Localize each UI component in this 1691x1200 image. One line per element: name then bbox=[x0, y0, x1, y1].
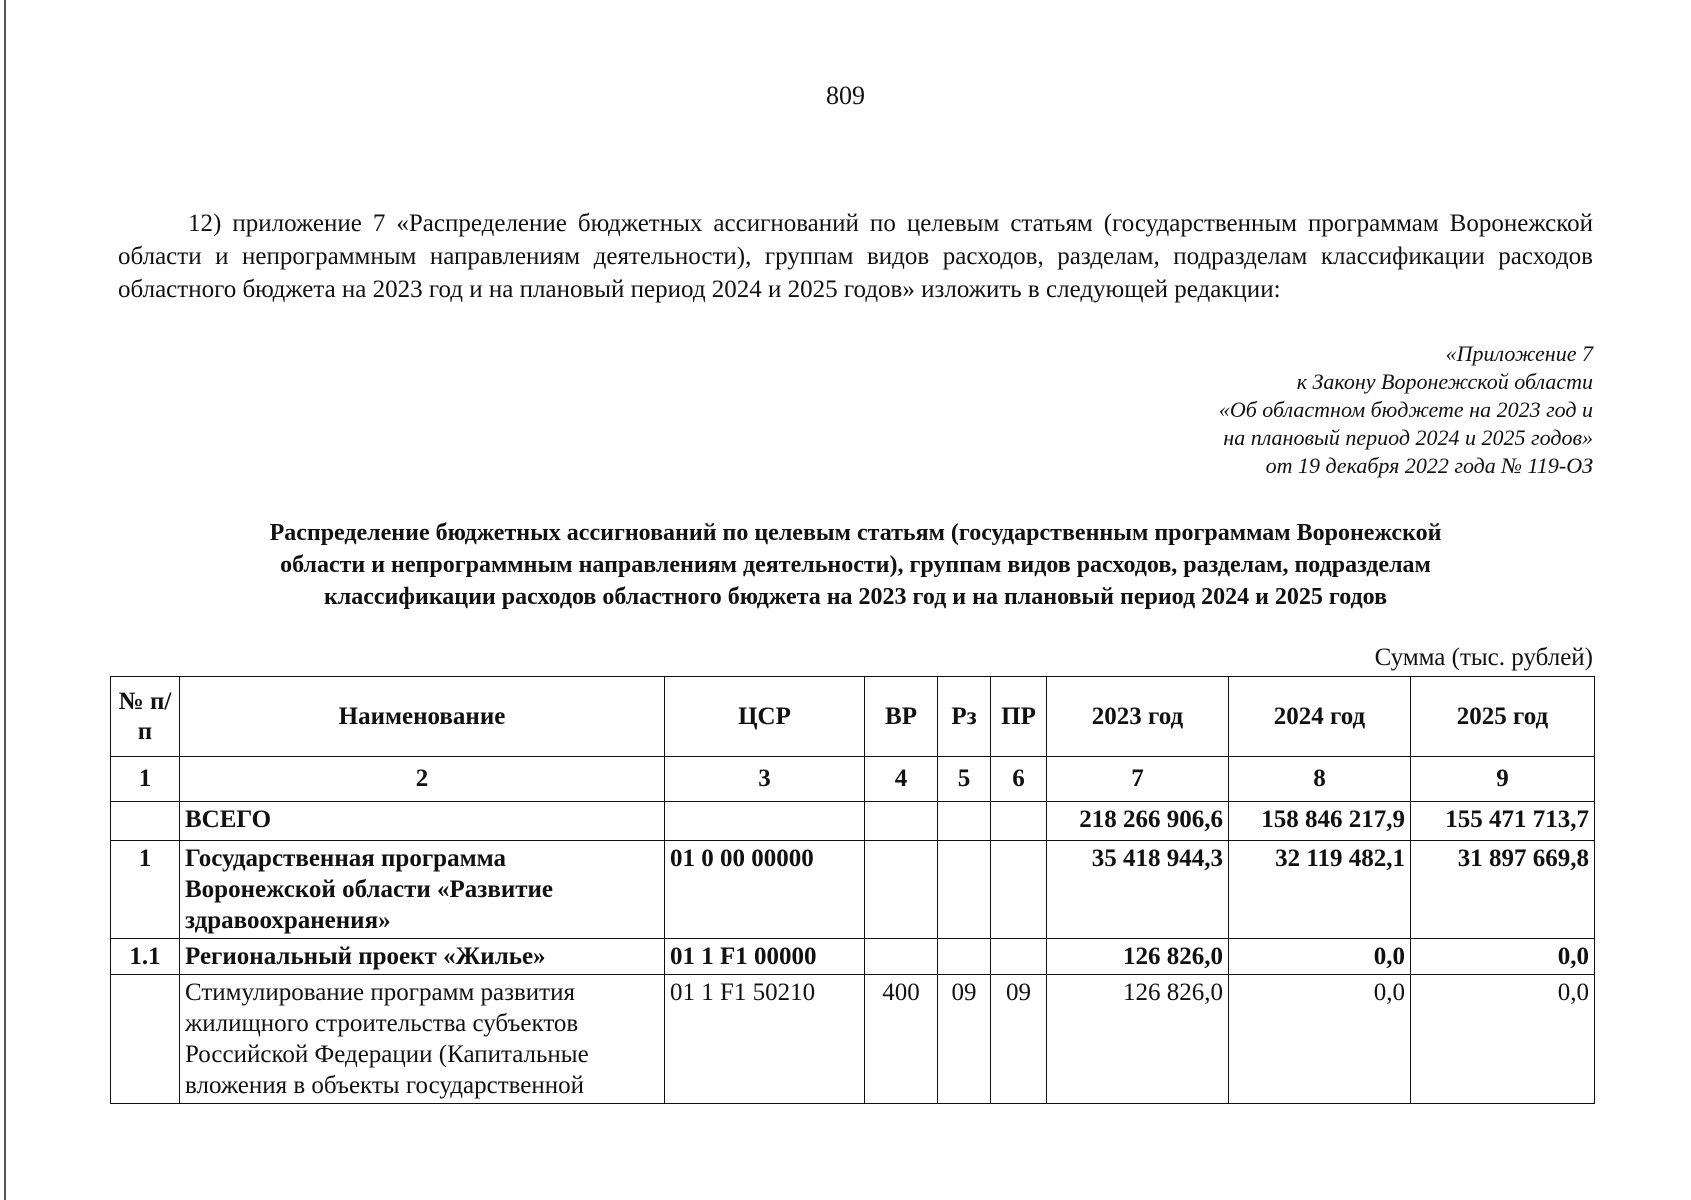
column-number-row bbox=[111, 757, 1595, 802]
row-csr: 01 1 F1 50210 bbox=[665, 975, 865, 1104]
table-row bbox=[111, 975, 1595, 1104]
units-label: Сумма (тыс. рублей) bbox=[1374, 644, 1593, 671]
appendix-note-line: на плановый период 2024 и 2025 годов» bbox=[1223, 425, 1593, 450]
table-header-row bbox=[111, 677, 1595, 757]
document-title-line: классификации расходов областного бюджета на 2023 год и на плановый период 2024 и 2025 годов bbox=[323, 584, 1388, 610]
row-number bbox=[111, 975, 180, 1104]
appendix-note-line: «Приложение 7 bbox=[1445, 341, 1593, 366]
appendix-note-line: от 19 декабря 2022 года № 119-ОЗ bbox=[1265, 453, 1593, 478]
row-amount-2025: 0,0 bbox=[1411, 939, 1595, 975]
row-csr: 01 0 00 00000 bbox=[665, 841, 865, 939]
scan-page-edge bbox=[4, 0, 6, 1200]
row-rz: 09 bbox=[938, 975, 991, 1104]
row-pr bbox=[991, 939, 1047, 975]
row-vr: 400 bbox=[865, 975, 938, 1104]
column-number: 2 bbox=[180, 757, 665, 802]
row-amount-2024: 0,0 bbox=[1229, 975, 1411, 1104]
header-number: № п/п bbox=[111, 677, 180, 757]
row-name: Государственная программа Воронежской области «Развитие здравоохранения» bbox=[180, 841, 665, 939]
row-number bbox=[111, 802, 180, 841]
row-amount-2023: 35 418 944,3 bbox=[1047, 841, 1229, 939]
appendix-note bbox=[1219, 340, 1593, 480]
row-amount-2024: 158 846 217,9 bbox=[1229, 802, 1411, 841]
row-csr bbox=[665, 802, 865, 841]
appendix-note-line: к Закону Воронежской области bbox=[1296, 369, 1593, 394]
row-pr: 09 bbox=[991, 975, 1047, 1104]
column-number: 9 bbox=[1411, 757, 1595, 802]
header-rz: Рз bbox=[938, 677, 991, 757]
header-2025: 2025 год bbox=[1411, 677, 1595, 757]
row-rz bbox=[938, 939, 991, 975]
row-vr bbox=[865, 939, 938, 975]
row-number: 1 bbox=[111, 841, 180, 939]
header-pr: ПР bbox=[991, 677, 1047, 757]
row-amount-2023: 218 266 906,6 bbox=[1047, 802, 1229, 841]
column-number: 7 bbox=[1047, 757, 1229, 802]
header-csr: ЦСР bbox=[665, 677, 865, 757]
row-csr: 01 1 F1 00000 bbox=[665, 939, 865, 975]
column-number: 6 bbox=[991, 757, 1047, 802]
row-pr bbox=[991, 841, 1047, 939]
document-title bbox=[118, 517, 1593, 613]
column-number: 4 bbox=[865, 757, 938, 802]
row-amount-2024: 32 119 482,1 bbox=[1229, 841, 1411, 939]
table-row-total bbox=[111, 802, 1595, 841]
table-row bbox=[111, 841, 1595, 939]
header-2023: 2023 год bbox=[1047, 677, 1229, 757]
table-row bbox=[111, 939, 1595, 975]
column-number: 8 bbox=[1229, 757, 1411, 802]
intro-paragraph: 12) приложение 7 «Распределение бюджетных ассигнований по целевым статьям (государственным программам Воронежской области и непрограммным направлениям деятельности), группам видов расходов, разделам, подразделам классификации расходов областного бюджета на 2023 год и на плановый период 2024 и 2025 годов» изложить в следующей редакции: bbox=[118, 210, 1593, 303]
document-title-line: области и непрограммным направлениям деятельности), группам видов расходов, разделам, подразделам bbox=[280, 552, 1431, 578]
row-rz bbox=[938, 841, 991, 939]
column-number: 1 bbox=[111, 757, 180, 802]
row-rz bbox=[938, 802, 991, 841]
row-name: ВСЕГО bbox=[180, 802, 665, 841]
row-vr bbox=[865, 841, 938, 939]
header-vr: ВР bbox=[865, 677, 938, 757]
row-number: 1.1 bbox=[111, 939, 180, 975]
row-amount-2024: 0,0 bbox=[1229, 939, 1411, 975]
row-amount-2025: 155 471 713,7 bbox=[1411, 802, 1595, 841]
row-amount-2023: 126 826,0 bbox=[1047, 975, 1229, 1104]
row-name: Региональный проект «Жилье» bbox=[180, 939, 665, 975]
row-amount-2023: 126 826,0 bbox=[1047, 939, 1229, 975]
row-name: Стимулирование программ развития жилищного строительства субъектов Российской Федерации (Капитальные вложения в объекты государственной bbox=[180, 975, 665, 1104]
row-pr bbox=[991, 802, 1047, 841]
row-amount-2025: 31 897 669,8 bbox=[1411, 841, 1595, 939]
column-number: 3 bbox=[665, 757, 865, 802]
page-number: 809 bbox=[826, 81, 865, 110]
row-vr bbox=[865, 802, 938, 841]
header-name: Наименование bbox=[180, 677, 665, 757]
document-title-line: Распределение бюджетных ассигнований по целевым статьям (государственным программам Воронежской bbox=[269, 520, 1442, 546]
column-number: 5 bbox=[938, 757, 991, 802]
header-2024: 2024 год bbox=[1229, 677, 1411, 757]
appendix-note-line: «Об областном бюджете на 2023 год и bbox=[1218, 397, 1593, 422]
row-amount-2025: 0,0 bbox=[1411, 975, 1595, 1104]
budget-table bbox=[110, 676, 1595, 1104]
